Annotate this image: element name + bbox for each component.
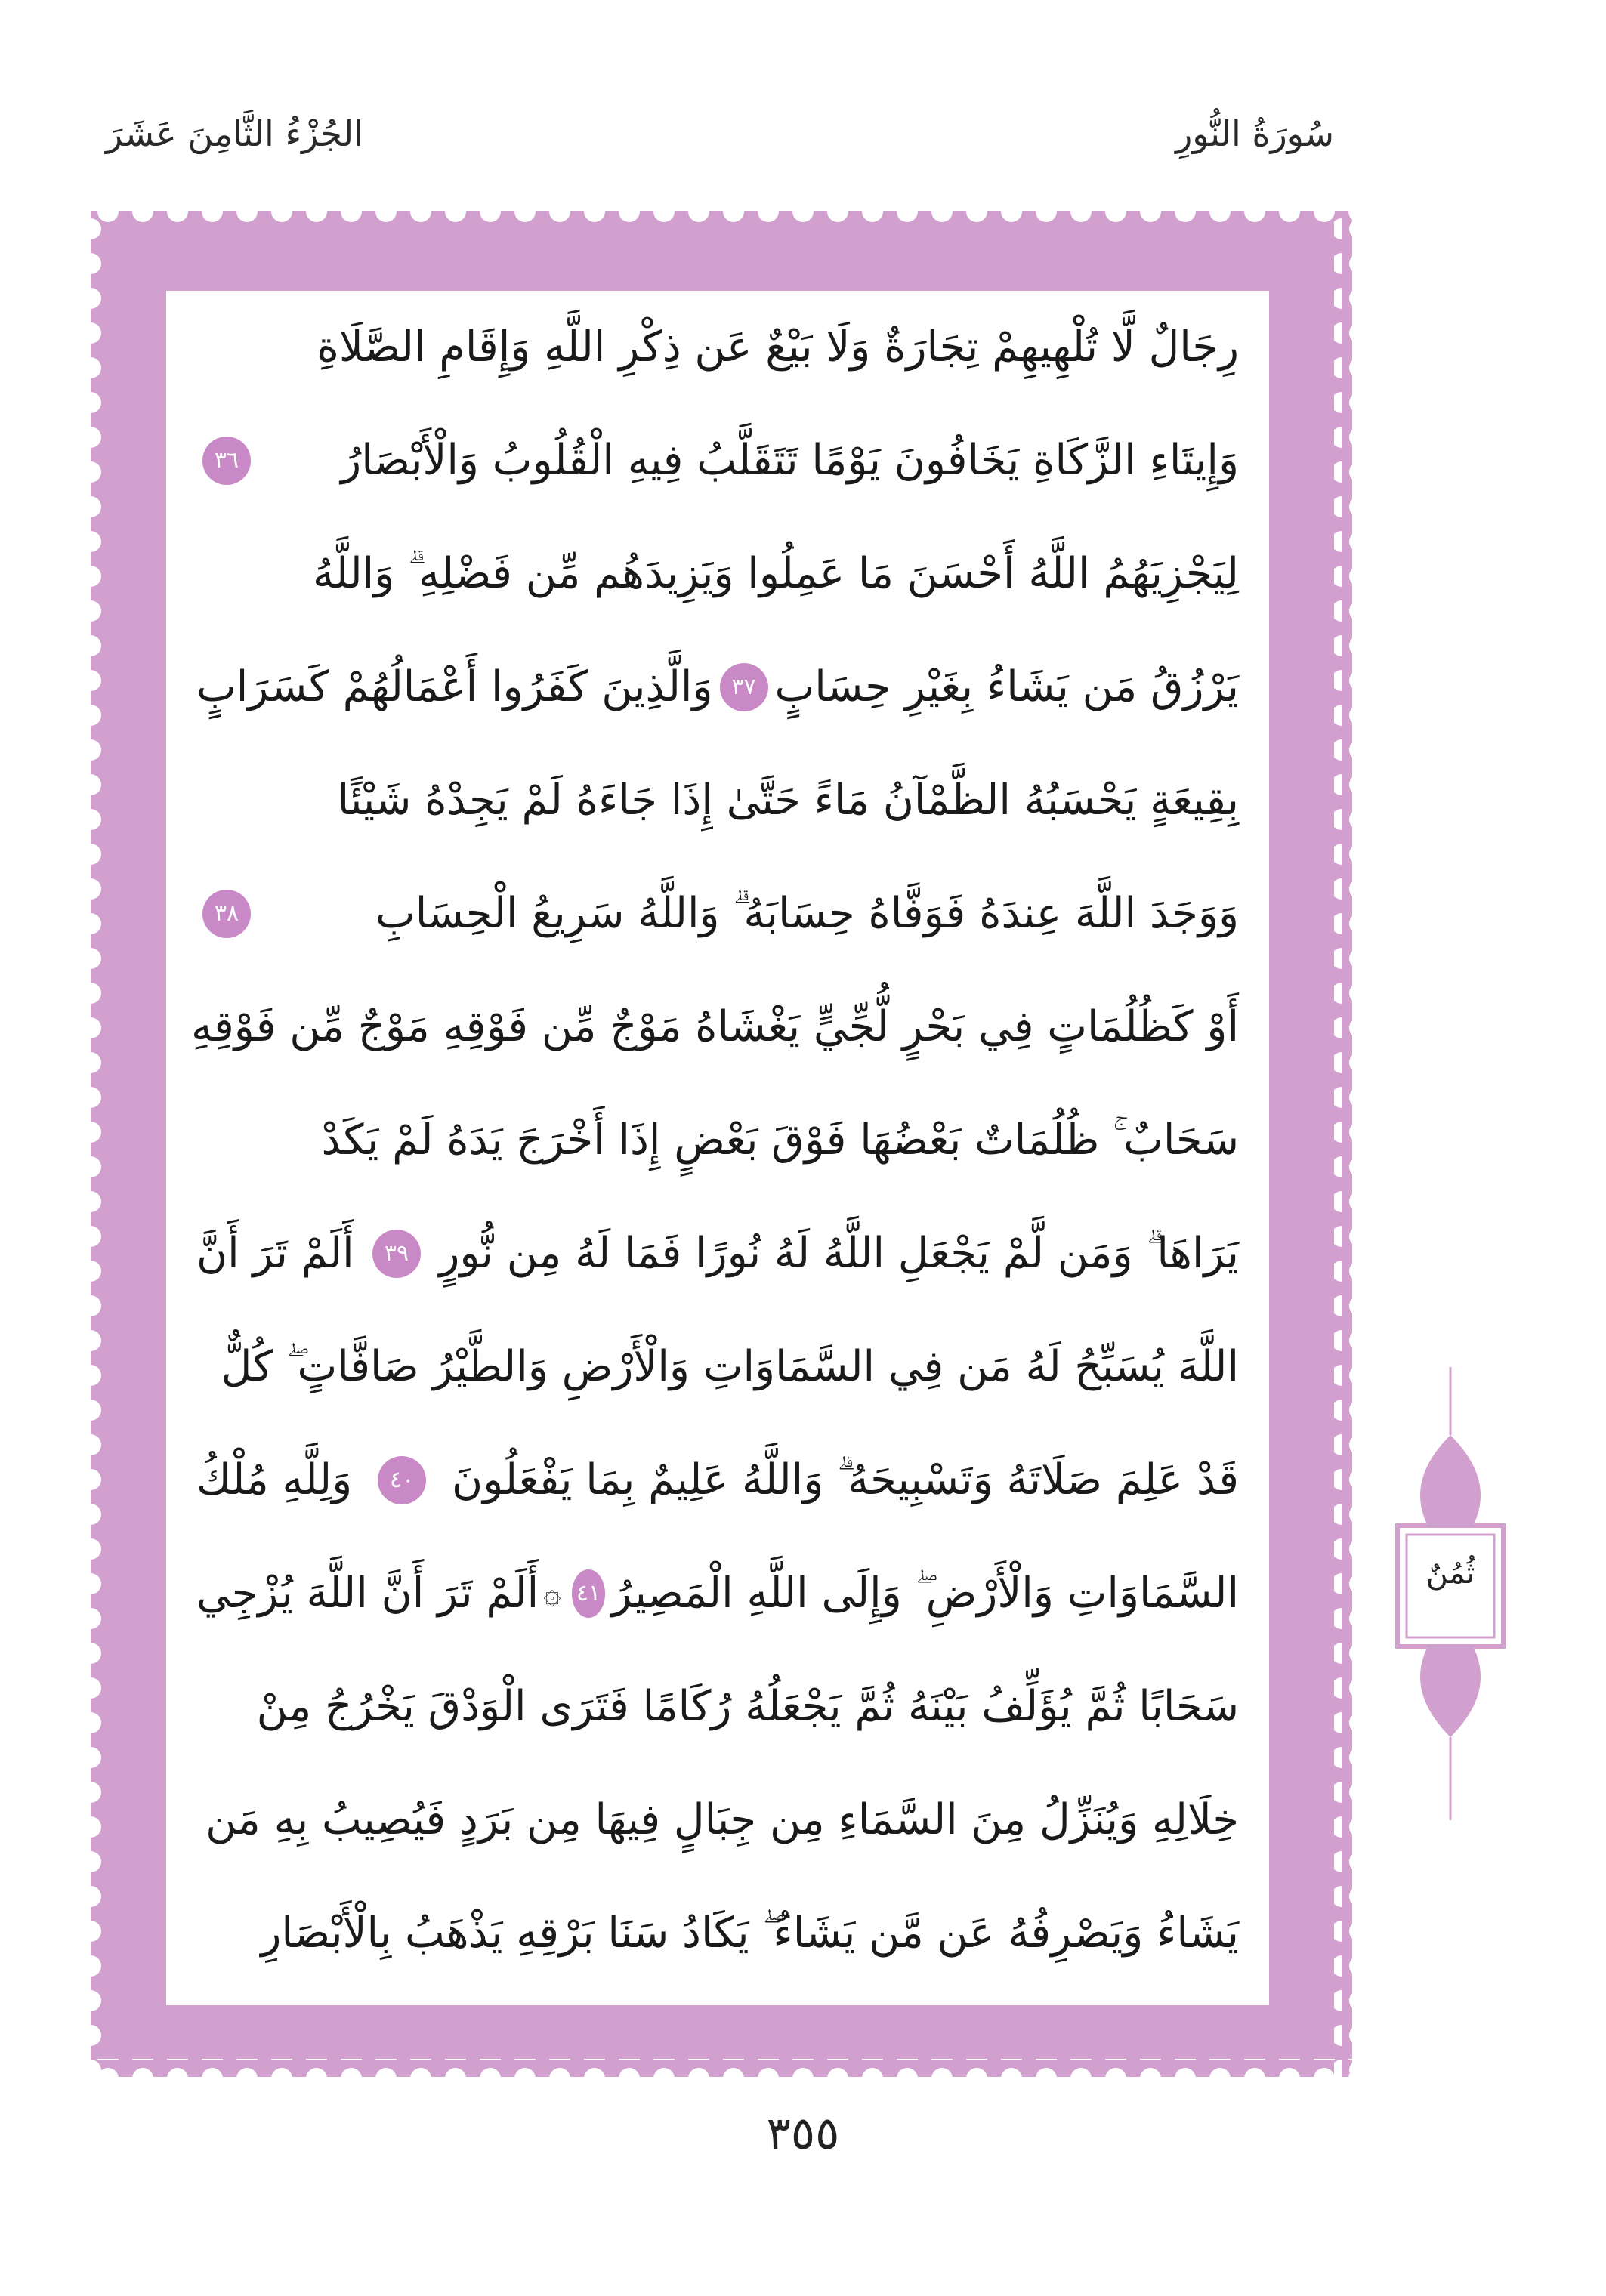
line-text: قَدْ عَلِمَ صَلَاتَهُ وَتَسْبِيحَهُ ۗ وَاللَّهُ عَلِيمٌ بِمَا يَفْعَلُونَ: [451, 1455, 1239, 1504]
line-text: بِقِيعَةٍ يَحْسَبُهُ الظَّمْآنُ مَاءً حَتَّىٰ إِذَا جَاءَهُ لَمْ يَجِدْهُ شَيْئًا: [337, 776, 1239, 825]
text-line: [196, 1310, 1239, 1424]
text-line: [196, 1424, 1239, 1537]
line-text: وَوَجَدَ اللَّهَ عِندَهُ فَوَفَّاهُ حِسَابَهُ ۗ وَاللَّهُ سَرِيعُ الْحِسَابِ: [375, 889, 1239, 938]
juz-name-header: الجُزْءُ الثَّامِنَ عَشَرَ: [106, 113, 363, 154]
text-line: [196, 744, 1239, 857]
ayah-number-marker: ٣٧: [720, 663, 768, 711]
line-text: يَرْزُقُ مَن يَشَاءُ بِغَيْرِ حِسَابٍ: [774, 662, 1239, 711]
line-text: يَشَاءُ وَيَصْرِفُهُ عَن مَّن يَشَاءُ ۖ يَكَادُ سَنَا بَرْقِهِ يَذْهَبُ بِالْأَبْصَارِ: [261, 1909, 1239, 1958]
line-text: يَرَاهَا ۗ وَمَن لَّمْ يَجْعَلِ اللَّهُ لَهُ نُورًا فَمَا لَهُ مِن نُّورٍ: [439, 1229, 1239, 1278]
line-text: رِجَالٌ لَّا تُلْهِيهِمْ تِجَارَةٌ وَلَا بَيْعٌ عَن ذِكْرِ اللَّهِ وَإِقَامِ الصَّلَاةِ: [317, 322, 1239, 372]
text-line: [196, 1197, 1239, 1310]
text-line: [196, 291, 1239, 404]
text-line: [196, 631, 1239, 744]
line-text: وَإِيتَاءِ الزَّكَاةِ يَخَافُونَ يَوْمًا تَتَقَلَّبُ فِيهِ الْقُلُوبُ وَالْأَبْصَارُ: [341, 436, 1239, 485]
line-text: أَلَمْ تَرَ أَنَّ اللَّهَ يُزْجِي: [196, 1569, 539, 1618]
line-text: وَلِلَّهِ مُلْكُ: [196, 1455, 353, 1504]
line-text: وَالَّذِينَ كَفَرُوا أَعْمَالُهُمْ كَسَرَابٍ: [196, 662, 713, 711]
text-line: [196, 1537, 1239, 1650]
line-text: السَّمَاوَاتِ وَالْأَرْضِ ۖ وَإِلَى اللَّهِ الْمَصِيرُ: [611, 1569, 1239, 1618]
surah-name-header: سُورَةُ النُّورِ: [1175, 113, 1334, 154]
quran-text-panel: [166, 291, 1269, 2005]
line-text: لِيَجْزِيَهُمُ اللَّهُ أَحْسَنَ مَا عَمِلُوا وَيَزِيدَهُم مِّن فَضْلِهِ ۗ وَاللَّهُ: [313, 549, 1239, 598]
ayah-number-marker: ٤١: [572, 1569, 606, 1618]
text-line: [196, 1877, 1239, 1990]
ayah-number-marker: ٣٩: [372, 1230, 421, 1278]
thumn-marker-icon: [1390, 1367, 1511, 1820]
page-number: ٣٥٥: [766, 2107, 840, 2160]
line-text: أَوْ كَظُلُمَاتٍ فِي بَحْرٍ لُّجِّيٍّ يَغْشَاهُ مَوْجٌ مِّن فَوْقِهِ مَوْجٌ مِّن فَوْقِهِ: [190, 1002, 1239, 1051]
text-line: [196, 1084, 1239, 1197]
line-text: أَلَمْ تَرَ أَنَّ: [196, 1229, 354, 1278]
hizb-star-icon: ۞: [543, 1576, 561, 1611]
text-line: [196, 517, 1239, 631]
line-text: سَحَابًا ثُمَّ يُؤَلِّفُ بَيْنَهُ ثُمَّ يَجْعَلُهُ رُكَامًا فَتَرَى الْوَدْقَ يَخْرُجُ مِنْ: [256, 1682, 1239, 1731]
line-text: سَحَابٌ ۚ ظُلُمَاتٌ بَعْضُهَا فَوْقَ بَعْضٍ إِذَا أَخْرَجَ يَدَهُ لَمْ يَكَدْ: [321, 1116, 1239, 1165]
ayah-number-marker: ٣٨: [202, 890, 251, 938]
line-text: اللَّهَ يُسَبِّحُ لَهُ مَن فِي السَّمَاوَاتِ وَالْأَرْضِ وَالطَّيْرُ صَافَّاتٍ ۖ كُلٌّ: [221, 1342, 1239, 1391]
text-line: [196, 404, 1239, 517]
text-line: [196, 1764, 1239, 1877]
ayah-number-marker: ٣٦: [202, 437, 251, 485]
thumn-label: ثُمُنٌ: [1425, 1556, 1475, 1591]
text-line: [196, 857, 1239, 971]
text-line: [196, 1650, 1239, 1764]
ayah-number-marker: ٤٠: [378, 1456, 426, 1504]
text-line: [190, 971, 1239, 1084]
line-text: خِلَالِهِ وَيُنَزِّلُ مِنَ السَّمَاءِ مِن جِبَالٍ فِيهَا مِن بَرَدٍ فَيُصِيبُ بِهِ مَن: [205, 1795, 1239, 1844]
